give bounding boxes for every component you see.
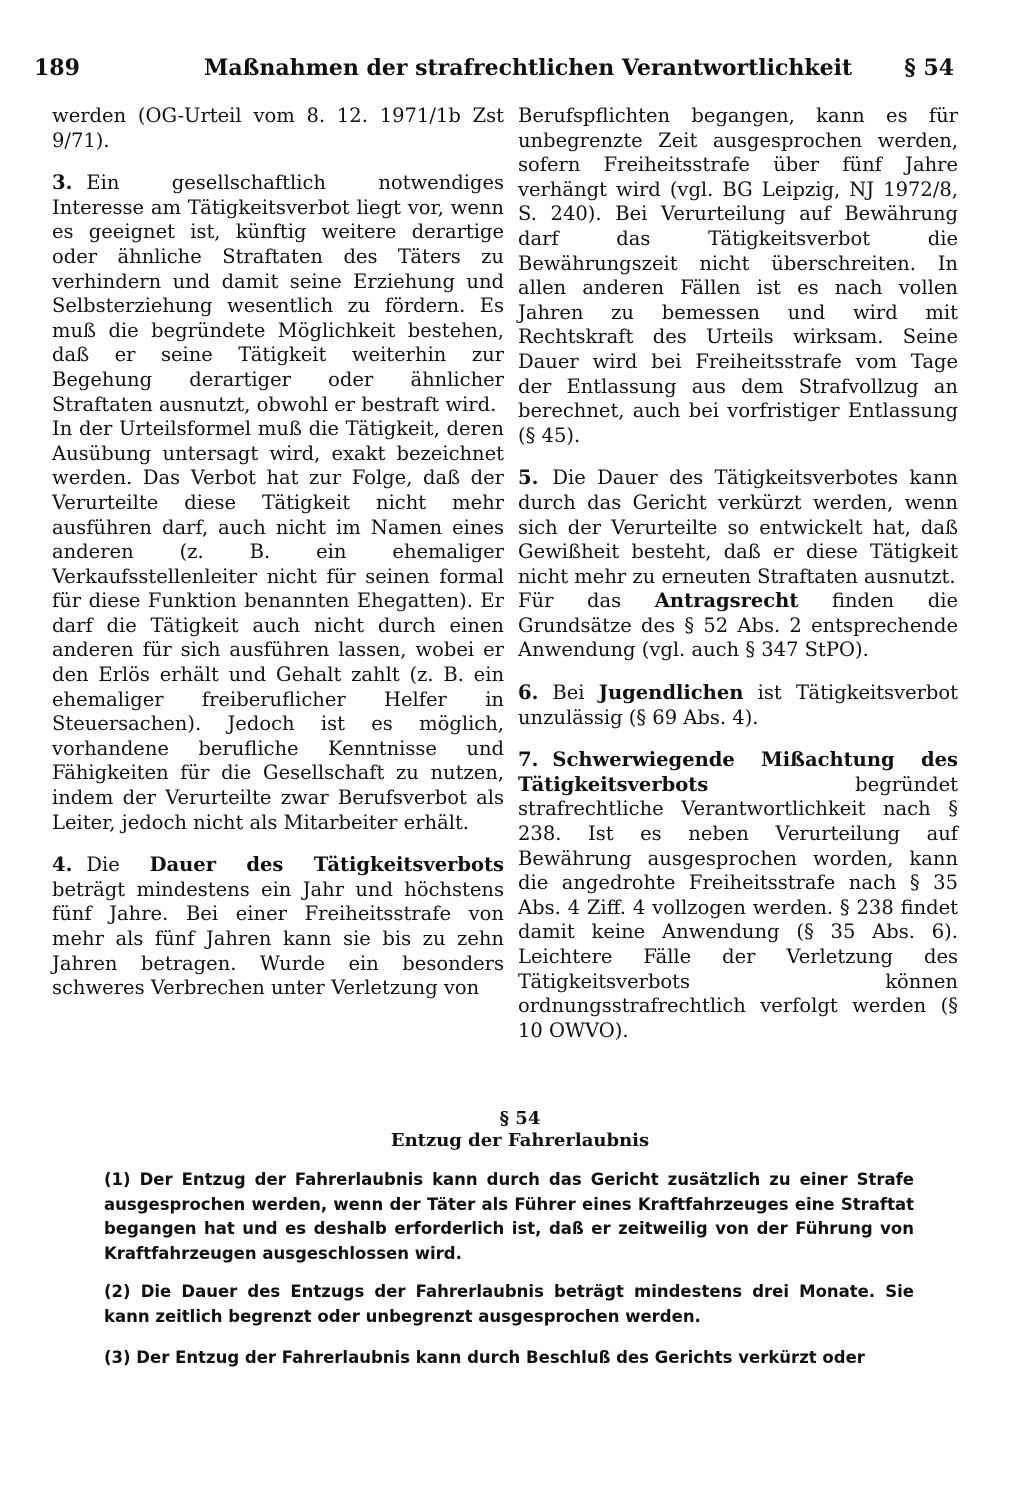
statute-title: Entzug der Fahrerlaubnis <box>390 1130 650 1151</box>
paragraph-text: beträgt mindestens ein Jahr und höchstens fünf Jahre. Bei einer Freiheitsstrafe von mehr als fünf Jahren kann sie bis zu zehn Jahren betragen. Wurde ein besonders schweres Verbrechen unter Verletzung von <box>52 877 504 1000</box>
statute-text: (1) Der Entzug der Fahrerlaubnis kann durch das Gericht zusätzlich zu einer Strafe ausgesprochen werden, wenn der Täter als Führer eines Kraftfahrzeuges eine Straftat begangen hat und es deshalb erforderlich ist, daß er zeitweilig von der Führung von Kraftfahrzeugen ausgeschlossen wird. <box>104 1170 914 1263</box>
bold-term: Schwerwiegende Mißachtung des Tätigkeitsverbots <box>518 748 958 796</box>
statute-paragraph-3 <box>104 1346 914 1371</box>
header-section-number: § 54 <box>904 55 954 81</box>
bold-term: Antragsrecht <box>654 589 799 613</box>
paragraph-lead: Bei <box>552 681 599 705</box>
statute-paragraph-2 <box>104 1280 914 1329</box>
paragraph-3 <box>52 171 504 417</box>
statute-section-number: § 54 <box>499 1108 541 1129</box>
paragraph-text: finden die Grundsätze des § 52 Abs. 2 entsprechende Anwendung (vgl. auch § 347 StPO). <box>518 589 958 662</box>
left-intro-paragraph: werden (OG-Urteil vom 8. 12. 1971/1b Zst 9/71). <box>52 104 504 152</box>
paragraph-5-continuation <box>518 589 958 663</box>
paragraph-text: ist Tätigkeitsverbot unzulässig (§ 69 Abs. 4). <box>518 681 958 729</box>
paragraph-text: Ein gesellschaftlich notwendiges Interesse am Tätigkeitsverbot liegt vor, wenn es geeignet ist, künftig weitere derartige oder ähnliche Straftaten des Täters zu verhindern und damit seine Erziehung und Selbsterziehung wesentlich zu fördern. Es muß die begründete Möglichkeit bestehen, daß er seine Tätigkeit weiterhin zur Begehung derartiger oder ähnlicher Straftaten ausnutzt, obwohl er bestraft wird. <box>52 171 504 416</box>
paragraph-number: 5. <box>518 466 539 490</box>
paragraph-number: 4. <box>52 853 73 877</box>
left-column <box>52 104 504 1001</box>
paragraph-5 <box>518 466 958 589</box>
paragraph-6 <box>518 681 958 730</box>
statute-paragraph-1 <box>104 1168 914 1266</box>
bold-term: Jugendlichen <box>598 681 744 705</box>
paragraph-number: 7. <box>518 748 539 772</box>
paragraph-number: 3. <box>52 171 73 195</box>
paragraph-lead: Für das <box>518 589 655 613</box>
statute-text: (3) Der Entzug der Fahrerlaubnis kann durch Beschluß des Gerichts verkürzt oder <box>104 1348 865 1367</box>
paragraph-7 <box>518 748 958 1043</box>
paragraph-3-continuation: In der Urteilsformel muß die Tätigkeit, deren Ausübung untersagt wird, exakt bezeichnet werden. Das Verbot hat zur Folge, daß der Verurteilte diese Tätigkeit nicht mehr ausführen darf, auch nicht im Namen eines anderen (z. B. ein ehemaliger Verkaufsstellenleiter nicht für seinen formal für diese Funktion benannten Ehegatten). Er darf die Tätigkeit auch nicht durch einen anderen für sich ausführen lassen, wobei er den Erlös erhält und Gehalt zahlt (z. B. ein ehemaliger freiberuflicher Helfer in Steuersachen). Jedoch ist es möglich, vorhandene berufliche Kenntnisse und Fähigkeiten für die Gesellschaft zu nutzen, indem der Verurteilte zwar Berufsverbot als Leiter, jedoch nicht als Mitarbeiter erhält. <box>52 417 504 834</box>
statute-text: (2) Die Dauer des Entzugs der Fahrerlaubnis beträgt mindestens drei Monate. Sie kann zeitlich begrenzt oder unbegrenzt ausgesprochen werden. <box>104 1282 914 1326</box>
paragraph-text: Die Dauer des Tätigkeitsverbotes kann durch das Gericht verkürzt werden, wenn sich der Verurteilte so entwickelt hat, daß Gewißheit besteht, daß er diese Tätigkeit nicht mehr zu erneuten Straftaten ausnutzt. <box>518 466 958 588</box>
running-title: Maßnahmen der strafrechtlichen Verantwortlichkeit <box>204 55 853 81</box>
running-header <box>34 55 954 89</box>
page-number: 189 <box>34 55 80 81</box>
paragraph-lead: Die <box>86 853 150 877</box>
paragraph-number: 6. <box>518 681 539 705</box>
right-column <box>518 104 958 1043</box>
right-intro-paragraph: Berufspflichten begangen, kann es für unbegrenzte Zeit ausgesprochen werden, sofern Freiheitsstrafe über fünf Jahre verhängt wird (vgl. BG Leipzig, NJ 1972/8, S. 240). Bei Verurteilung auf Bewährung darf das Tätigkeitsverbot die Bewährungszeit nicht überschreiten. In allen anderen Fällen ist es nach vollen Jahren zu bemessen und wird mit Rechtskraft des Urteils wirksam. Seine Dauer wird bei Freiheitsstrafe vom Tage der Entlassung aus dem Strafvollzug an berechnet, auch bei vorfristiger Entlassung (§ 45). <box>518 104 958 447</box>
statute-heading <box>80 1108 960 1152</box>
paragraph-text: begründet strafrechtliche Verantwortlichkeit nach § 238. Ist es neben Verurteilung auf Bewährung ausgesprochen worden, kann die angedrohte Freiheitsstrafe nach § 35 Abs. 4 Ziff. 4 vollzogen werden. § 238 findet damit keine Anwendung (§ 35 Abs. 6). Leichtere Fälle der Verletzung des Tätigkeitsverbots können ordnungsstrafrechtlich verfolgt werden (§ 10 OWVO). <box>518 772 958 1042</box>
bold-term: Dauer des Tätigkeitsverbots <box>149 853 505 877</box>
paragraph-4 <box>52 853 504 1001</box>
